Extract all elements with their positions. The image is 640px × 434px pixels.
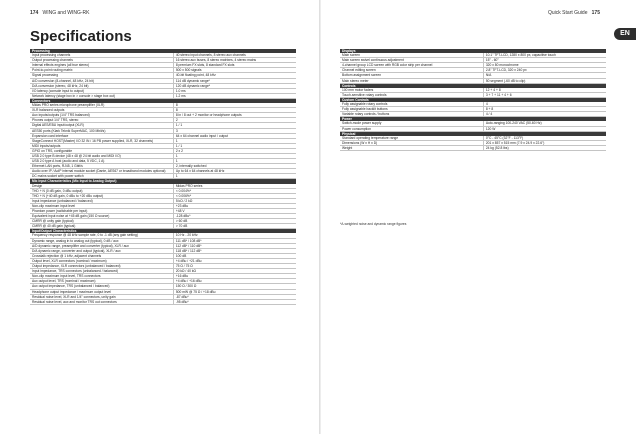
spec-value: 10 Hz - 20 kHz (173, 233, 296, 238)
section-title: Controls (340, 83, 483, 88)
footnote: *A-weighted noise and dynamic range figures (340, 222, 407, 226)
page-spine (319, 0, 321, 434)
spec-label: Dimensions (W x H x D) (340, 140, 483, 145)
spec-label: Non-clip maximum input level, TRS connectors (30, 274, 173, 279)
spec-label: Output impedance, XLR connectors (unbalanced / balanced) (30, 264, 173, 269)
spec-value: 50 segment (-60 dB to clip) (483, 78, 606, 83)
spec-row (340, 145, 606, 150)
section-title: Connectors (30, 98, 173, 103)
spec-value: 40 stereo input channels, 8 stereo aux channels (173, 53, 296, 58)
spec-label: Switch-mode power supply (340, 121, 483, 126)
spec-value: 3 + 7 + 11 + 4 + 6 (483, 92, 606, 97)
spec-value: 1 / 1 (173, 123, 296, 128)
spec-label: AES50 ports (Klark Teknik SuperMAC, 100 Mbit/s) (30, 128, 173, 133)
spec-label: CMRR @ 40 dB gain (typical) (30, 224, 173, 229)
spec-value: 24 kg (52.8 lbs) (483, 145, 606, 150)
right-page-number: 175 (591, 10, 600, 16)
spec-label: Aux output level, TRS (nominal / maximum) (30, 279, 173, 284)
spec-label: Residual noise level, aux and monitor TRS out connectors (30, 299, 173, 304)
spec-value: 2, internally switched (173, 164, 296, 169)
spec-value: 8 in / 8 out + 2 monitor or headphone outputs (173, 113, 296, 118)
spec-label: Input impedance, TRS connectors (unbalanced / balanced) (30, 269, 173, 274)
page-title: Specifications (30, 28, 132, 45)
spec-label: Audio over IP / AoIP internal module socket (Dante, AES67 or broadband modules optional) (30, 169, 173, 174)
spec-value: 500 x 500 signals (173, 68, 296, 73)
spec-value: 40-bit floating point, 48 kHz (173, 73, 296, 78)
spec-value: +23 dBu (173, 203, 296, 208)
spec-label: Digital AES/EBU input/output (XLR) (30, 123, 173, 128)
spec-value: 2.8" TFT-LCD, 320 x 240 px (483, 68, 606, 73)
spec-label: D/A dynamic range, converter and output (typical), XLR / aux (30, 248, 173, 253)
spec-label: Expansion card interface (30, 133, 173, 138)
spec-value: 1.2 ms (173, 93, 296, 98)
spec-label: 4-channel group LCD screen with RGB color strip per channel (340, 63, 483, 68)
left-page-header (30, 10, 89, 16)
spec-label: Bottom assignment screen (340, 73, 483, 78)
spec-value: 1 (173, 153, 296, 158)
spec-value: 12 + 4 + 8 (483, 88, 606, 93)
spec-label: CMRR @ unity gain (typical) (30, 219, 173, 224)
spec-label: Frequency response @ 48 kHz sample rate, 0 to -1 dB (any gain setting) (30, 233, 173, 238)
spec-value: 2 (173, 118, 296, 123)
spec-value: 100 dB (173, 253, 296, 258)
spec-label: Standard operating temperature range (340, 136, 483, 141)
spec-value: 4 / 4 (483, 112, 606, 117)
spec-label: 100 mm motor faders (340, 88, 483, 93)
spec-label: Residual noise level, XLR and 1/4" connectors, unity gain (30, 294, 173, 299)
spec-row (30, 299, 296, 304)
spec-value: 20 kΩ / 40 kΩ (173, 269, 296, 274)
spec-value: 112 dB* / 110 dB* (173, 243, 296, 248)
spec-label: Weight (340, 145, 483, 150)
spec-value: 64 x 64 channel audio input / output (173, 133, 296, 138)
spec-label: Main stereo meter (340, 78, 483, 83)
spec-label: D/A conversion (stereo, 48 kHz, 24 bit) (30, 83, 173, 88)
spec-value: 500 mW @ 75 Ω / +18 dBu (173, 289, 296, 294)
spec-label: THD + N (+40 dB gain, 0 dBu to +20 dBu output) (30, 193, 173, 198)
section-title: Custom Controls (340, 97, 483, 102)
spec-label: Headphone output impedance / maximum output level (30, 289, 173, 294)
spec-label: DC mains socket with power switch (30, 174, 173, 179)
spec-value: 8 + 8 (483, 107, 606, 112)
spec-value: 1 (173, 174, 296, 179)
spec-label: MIDI inputs/outputs (30, 143, 173, 148)
spec-label: Aux output impedance, TRS (unbalanced / balanced) (30, 284, 173, 289)
spec-value: Midas PRO series (173, 184, 296, 189)
spec-value: +16 dBu (173, 274, 296, 279)
section-title: Input/Output Characteristics (30, 229, 173, 234)
spec-value: 3 (173, 128, 296, 133)
spec-value: < 0.006%* (173, 193, 296, 198)
spec-label: A/D dynamic range, preamplifier and converter (typical), XLR / aux (30, 243, 173, 248)
spec-value: +4 dBu / +16 dBu (173, 279, 296, 284)
spec-label: Main screen swivel continuous adjustment (340, 58, 483, 63)
spec-label: GPIO on TRS, configurable (30, 148, 173, 153)
spec-label: Power consumption (340, 126, 483, 131)
spec-value: Auto-ranging 100-240 VAC (50-60 Hz) (483, 121, 606, 126)
spec-value: 1 / 1 (173, 143, 296, 148)
spec-label: Non-clip maximum input level (30, 203, 173, 208)
spec-label: USB 2.0 type A host (audio and data, 5 VDC, 1 A) (30, 159, 173, 164)
spec-value: 118 dB* / 112 dB* (173, 248, 296, 253)
spec-label: Channel editing screen (340, 68, 483, 73)
spec-value: 1.0 ms (173, 88, 296, 93)
spec-label: Phantom power (switchable per input) (30, 209, 173, 214)
spec-label: Touch-sensitive rotary controls (340, 92, 483, 97)
spec-value: 201 x 857 x 515 mm (7.9 x 24.9 x 22.6") (483, 140, 606, 145)
spec-label: Point-to-point routing matrix (30, 68, 173, 73)
language-badge: EN (614, 28, 636, 40)
spec-label: Network latency (stage box in > console > stage box out) (30, 93, 173, 98)
spec-label: Input impedance (unbalanced / balanced) (30, 198, 173, 203)
spec-label: Internal effects engines (all true stereo) (30, 63, 173, 68)
spec-value: 2 x 2 (173, 148, 296, 153)
spec-value: 5 kΩ / 2 kΩ (173, 198, 296, 203)
spec-value: N/A (483, 73, 606, 78)
spec-value: +4 dBu / +21 dBu (173, 258, 296, 263)
spec-value: 16 stereo aux buses, 8 stereo matrixes, 4 stereo mains (173, 58, 296, 63)
spec-label: Variable rotary controls / buttons (340, 112, 483, 117)
spec-value: 10.1" TFT-LCD, 1280 x 800 px, capacitive touch (483, 53, 606, 58)
spec-label: Aux inputs/outputs (1/4" TRS balanced) (30, 113, 173, 118)
spec-label: Output level, XLR connectors (nominal / maximum) (30, 258, 173, 263)
spec-label: Dynamic range, analog in to analog out (typical), 0 dB / aux (30, 238, 173, 243)
section-title: Power (340, 117, 483, 122)
spec-label: Midas PRO series microphone preamplifier (XLR) (30, 103, 173, 108)
spec-label: Equivalent input noise at +45 dB gain (150 Ω source) (30, 214, 173, 219)
spec-label: USB 2.0 type B device (48 x 48 @ 24 bit audio and MIDI I/O) (30, 153, 173, 158)
left-spec-column (30, 49, 296, 305)
spec-label: Ethernet LAN ports, RJ45, 1 Gbit/s (30, 164, 173, 169)
spec-value: 1 (173, 138, 296, 143)
spec-label: Phones output 1/4" TRS, stereo (30, 118, 173, 123)
spec-label: Input processing channels (30, 53, 173, 58)
spec-value: < 0.004%* (173, 188, 296, 193)
spec-value: -128 dBu* (173, 214, 296, 219)
right-spec-table (340, 49, 606, 151)
section-title: Processing (30, 49, 173, 53)
spec-value: > 70 dB (173, 224, 296, 229)
left-page-number: 174 (30, 10, 39, 16)
spec-value: -87 dBu* (173, 294, 296, 299)
spec-value: 111 dB* / 108 dB* (173, 238, 296, 243)
spec-value: +48 V (173, 209, 296, 214)
section-title: Mic Input Characteristics (Mic Input to Analog Output) (30, 179, 173, 184)
spec-value: 320 x 80 monochrome (483, 63, 606, 68)
spec-label: Fully assignable backlit buttons (340, 107, 483, 112)
spec-label: XLR balanced outputs (30, 108, 173, 113)
spec-value: 4 (483, 102, 606, 107)
spec-value: 1 (173, 159, 296, 164)
spec-value: Up to 64 x 64 channels at 48 kHz (173, 169, 296, 174)
spec-value: 8 (173, 103, 296, 108)
left-header-title: WING and WING-RK (42, 10, 90, 16)
right-page-header (548, 10, 600, 16)
spec-value: 120 dB dynamic range* (173, 83, 296, 88)
right-header-title: Quick Start Guide (548, 10, 588, 16)
spec-label: Design (30, 184, 173, 189)
spec-value: 120 W (483, 126, 606, 131)
spec-label: StageConnect HOST(Master) I/O 32 IN / 16 PB power supplied, XLR, 32 channels) (30, 138, 173, 143)
spec-value: > 60 dB (173, 219, 296, 224)
left-spec-table (30, 49, 296, 305)
spec-value: 8 premium FX slots, 8 standard FX slots (173, 63, 296, 68)
spec-value: 8 (173, 108, 296, 113)
spec-value: 15° - 60° (483, 58, 606, 63)
spec-label: THD + N (0 dB gain, 0 dBu output) (30, 188, 173, 193)
spec-label: Main screen (340, 53, 483, 58)
spec-label: Signal processing (30, 73, 173, 78)
spec-value: -95 dBu* (173, 299, 296, 304)
right-spec-column (340, 49, 606, 151)
spec-value: 150 Ω / 300 Ω (173, 284, 296, 289)
spec-label: A/D conversion (8-channel, 48 kHz, 24 bit) (30, 78, 173, 83)
spec-label: I/O latency (console input to output) (30, 88, 173, 93)
spec-value: 114 dB dynamic range* (173, 78, 296, 83)
spec-value: 0°C - 45°C (32°F - 113°F) (483, 136, 606, 141)
spec-value: 75 Ω / 75 Ω (173, 264, 296, 269)
spec-label: Output processing channels (30, 58, 173, 63)
section-title: Displays (340, 49, 483, 53)
spec-label: Fully assignable rotary controls (340, 102, 483, 107)
section-title: Physical (340, 131, 483, 136)
spec-label: Crosstalk rejection @ 1 kHz, adjacent channels (30, 253, 173, 258)
